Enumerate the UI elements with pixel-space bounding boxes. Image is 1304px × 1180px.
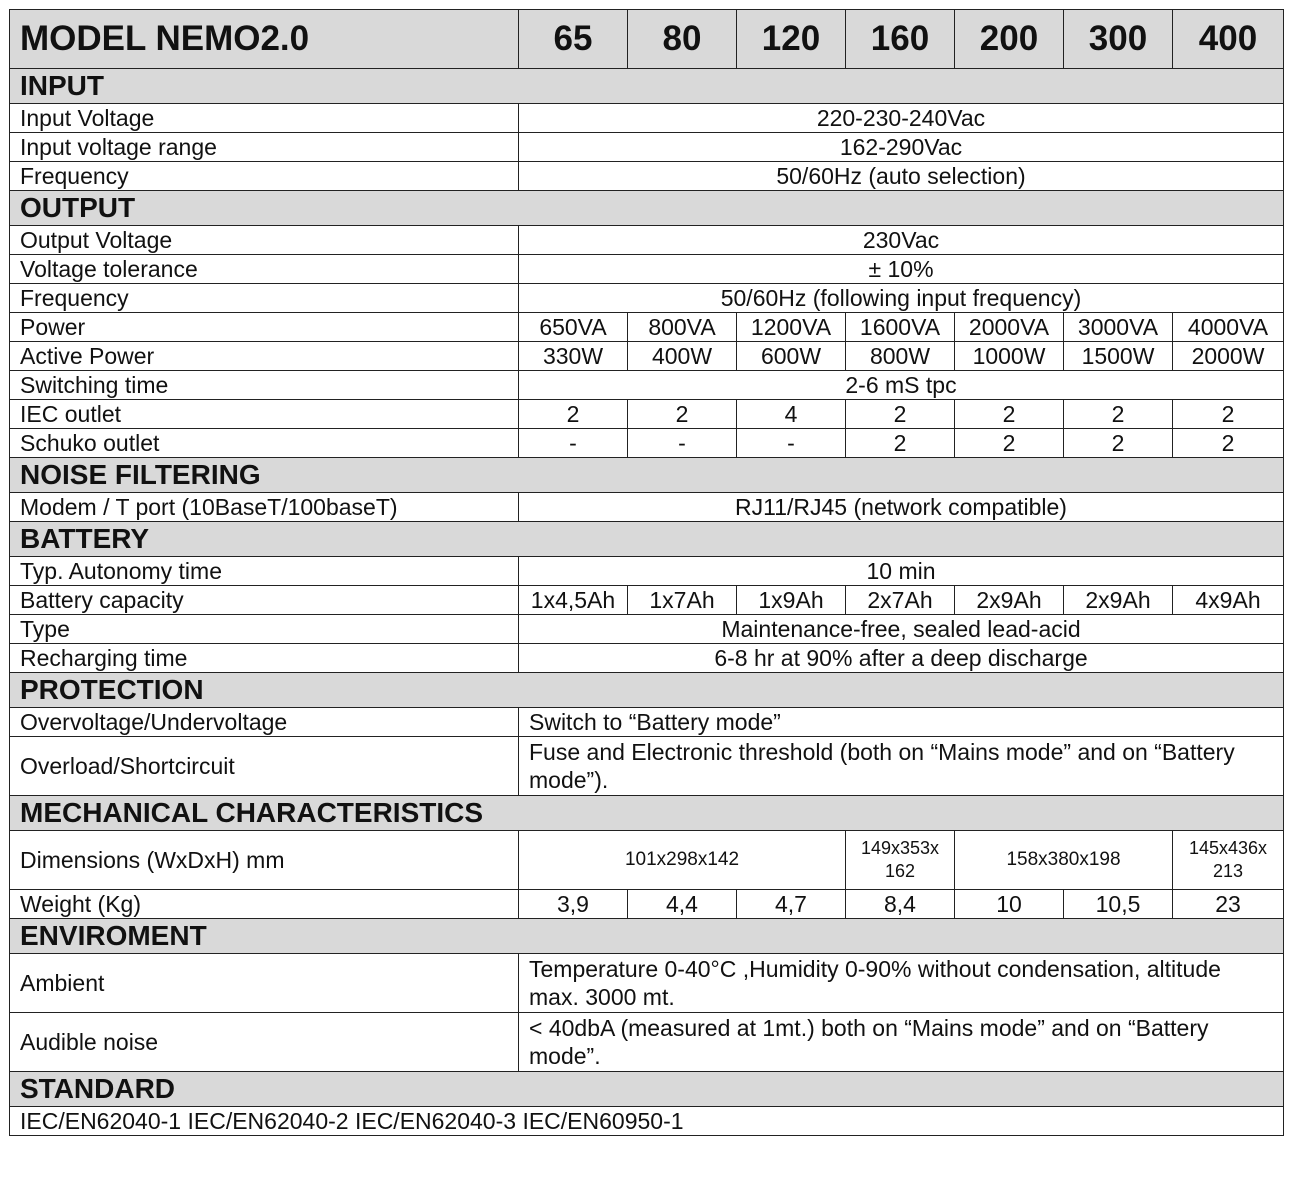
cell-value: 4000VA bbox=[1173, 313, 1284, 342]
section-title: NOISE FILTERING bbox=[10, 458, 1284, 493]
section-title: PROTECTION bbox=[10, 673, 1284, 708]
row-value: ± 10% bbox=[519, 255, 1284, 284]
model-400: 400 bbox=[1173, 10, 1284, 69]
row-output-frequency bbox=[10, 284, 1284, 313]
row-label: IEC outlet bbox=[10, 400, 519, 429]
cell-value: 330W bbox=[519, 342, 628, 371]
section-input bbox=[10, 69, 1284, 104]
row-active-power bbox=[10, 342, 1284, 371]
row-label: Schuko outlet bbox=[10, 429, 519, 458]
cell-value: 8,4 bbox=[846, 890, 955, 919]
cell-value: 3000VA bbox=[1064, 313, 1173, 342]
row-value: Temperature 0-40°C ,Humidity 0-90% without condensation, altitude max. 3000 mt. bbox=[519, 954, 1284, 1013]
dimensions-160: 149x353x 162 bbox=[846, 831, 955, 890]
spec-table bbox=[9, 9, 1284, 1136]
dimensions-65-120: 101x298x142 bbox=[519, 831, 846, 890]
section-environment bbox=[10, 919, 1284, 954]
section-mechanical bbox=[10, 796, 1284, 831]
cell-value: 2 bbox=[846, 400, 955, 429]
row-label: Voltage tolerance bbox=[10, 255, 519, 284]
row-label: Switching time bbox=[10, 371, 519, 400]
cell-value: 400W bbox=[628, 342, 737, 371]
cell-value: 2x9Ah bbox=[1064, 586, 1173, 615]
row-value: RJ11/RJ45 (network compatible) bbox=[519, 493, 1284, 522]
cell-value: 1x4,5Ah bbox=[519, 586, 628, 615]
cell-value: 10,5 bbox=[1064, 890, 1173, 919]
row-label: Weight (Kg) bbox=[10, 890, 519, 919]
cell-value: 2 bbox=[955, 400, 1064, 429]
row-label: Frequency bbox=[10, 162, 519, 191]
section-protection bbox=[10, 673, 1284, 708]
row-value: 10 min bbox=[519, 557, 1284, 586]
cell-value: 1000W bbox=[955, 342, 1064, 371]
cell-value: 1500W bbox=[1064, 342, 1173, 371]
cell-value: 2 bbox=[955, 429, 1064, 458]
row-label: Input voltage range bbox=[10, 133, 519, 162]
row-modem bbox=[10, 493, 1284, 522]
section-title: BATTERY bbox=[10, 522, 1284, 557]
section-output bbox=[10, 191, 1284, 226]
row-label: Active Power bbox=[10, 342, 519, 371]
row-label: Frequency bbox=[10, 284, 519, 313]
row-value: < 40dbA (measured at 1mt.) both on “Mains mode” and on “Battery mode”. bbox=[519, 1013, 1284, 1072]
section-noise-filtering bbox=[10, 458, 1284, 493]
cell-value: - bbox=[628, 429, 737, 458]
cell-value: 2 bbox=[1064, 429, 1173, 458]
row-label: Battery capacity bbox=[10, 586, 519, 615]
cell-value: - bbox=[519, 429, 628, 458]
row-standard bbox=[10, 1107, 1284, 1136]
section-title: STANDARD bbox=[10, 1072, 1284, 1107]
cell-value: 2 bbox=[846, 429, 955, 458]
row-voltage-tolerance bbox=[10, 255, 1284, 284]
standard-value: IEC/EN62040-1 IEC/EN62040-2 IEC/EN62040-3 IEC/EN60950-1 bbox=[10, 1107, 1284, 1136]
row-iec-outlet bbox=[10, 400, 1284, 429]
row-value: Switch to “Battery mode” bbox=[519, 708, 1284, 737]
row-value: 50/60Hz (auto selection) bbox=[519, 162, 1284, 191]
row-value: 2-6 mS tpc bbox=[519, 371, 1284, 400]
cell-value: 2x9Ah bbox=[955, 586, 1064, 615]
header-row bbox=[10, 10, 1284, 69]
cell-value: 10 bbox=[955, 890, 1064, 919]
cell-value: 3,9 bbox=[519, 890, 628, 919]
cell-value: 2 bbox=[1173, 429, 1284, 458]
row-ambient bbox=[10, 954, 1284, 1013]
cell-value: 2000VA bbox=[955, 313, 1064, 342]
model-65: 65 bbox=[519, 10, 628, 69]
model-200: 200 bbox=[955, 10, 1064, 69]
row-value: Maintenance-free, sealed lead-acid bbox=[519, 615, 1284, 644]
row-label: Overvoltage/Undervoltage bbox=[10, 708, 519, 737]
cell-value: 2000W bbox=[1173, 342, 1284, 371]
cell-value: 2 bbox=[1173, 400, 1284, 429]
cell-value: 23 bbox=[1173, 890, 1284, 919]
row-label: Type bbox=[10, 615, 519, 644]
cell-value: 800W bbox=[846, 342, 955, 371]
row-switching-time bbox=[10, 371, 1284, 400]
cell-value: 4 bbox=[737, 400, 846, 429]
cell-value: 600W bbox=[737, 342, 846, 371]
cell-value: 4,4 bbox=[628, 890, 737, 919]
row-power bbox=[10, 313, 1284, 342]
row-overvoltage bbox=[10, 708, 1284, 737]
row-label: Audible noise bbox=[10, 1013, 519, 1072]
row-autonomy bbox=[10, 557, 1284, 586]
section-title: MECHANICAL CHARACTERISTICS bbox=[10, 796, 1284, 831]
row-output-voltage bbox=[10, 226, 1284, 255]
row-label: Modem / T port (10BaseT/100baseT) bbox=[10, 493, 519, 522]
row-battery-type bbox=[10, 615, 1284, 644]
cell-value: 4,7 bbox=[737, 890, 846, 919]
row-label: Ambient bbox=[10, 954, 519, 1013]
row-value: 50/60Hz (following input frequency) bbox=[519, 284, 1284, 313]
dimensions-400: 145x436x 213 bbox=[1173, 831, 1284, 890]
row-overload bbox=[10, 737, 1284, 796]
row-battery-capacity bbox=[10, 586, 1284, 615]
row-weight bbox=[10, 890, 1284, 919]
row-input-range bbox=[10, 133, 1284, 162]
row-value: 162-290Vac bbox=[519, 133, 1284, 162]
row-input-frequency bbox=[10, 162, 1284, 191]
cell-value: 1x9Ah bbox=[737, 586, 846, 615]
row-label: Typ. Autonomy time bbox=[10, 557, 519, 586]
section-standard bbox=[10, 1072, 1284, 1107]
row-label: Overload/Shortcircuit bbox=[10, 737, 519, 796]
row-recharging-time bbox=[10, 644, 1284, 673]
row-value: 6-8 hr at 90% after a deep discharge bbox=[519, 644, 1284, 673]
model-300: 300 bbox=[1064, 10, 1173, 69]
section-title: OUTPUT bbox=[10, 191, 1284, 226]
cell-value: 4x9Ah bbox=[1173, 586, 1284, 615]
cell-value: 800VA bbox=[628, 313, 737, 342]
cell-value: 1x7Ah bbox=[628, 586, 737, 615]
row-label: Power bbox=[10, 313, 519, 342]
row-label: Input Voltage bbox=[10, 104, 519, 133]
row-value: 220-230-240Vac bbox=[519, 104, 1284, 133]
row-schuko-outlet bbox=[10, 429, 1284, 458]
row-label: Recharging time bbox=[10, 644, 519, 673]
cell-value: - bbox=[737, 429, 846, 458]
row-input-voltage bbox=[10, 104, 1284, 133]
row-label: Dimensions (WxDxH) mm bbox=[10, 831, 519, 890]
section-title: INPUT bbox=[10, 69, 1284, 104]
row-value: Fuse and Electronic threshold (both on “Mains mode” and on “Battery mode”). bbox=[519, 737, 1284, 796]
cell-value: 2 bbox=[1064, 400, 1173, 429]
model-80: 80 bbox=[628, 10, 737, 69]
cell-value: 2 bbox=[519, 400, 628, 429]
row-dimensions bbox=[10, 831, 1284, 890]
cell-value: 650VA bbox=[519, 313, 628, 342]
row-audible-noise bbox=[10, 1013, 1284, 1072]
cell-value: 2 bbox=[628, 400, 737, 429]
cell-value: 1600VA bbox=[846, 313, 955, 342]
model-120: 120 bbox=[737, 10, 846, 69]
section-title: ENVIROMENT bbox=[10, 919, 1284, 954]
cell-value: 2x7Ah bbox=[846, 586, 955, 615]
dimensions-200-300: 158x380x198 bbox=[955, 831, 1173, 890]
cell-value: 1200VA bbox=[737, 313, 846, 342]
section-battery bbox=[10, 522, 1284, 557]
row-value: 230Vac bbox=[519, 226, 1284, 255]
row-label: Output Voltage bbox=[10, 226, 519, 255]
model-label: MODEL NEMO2.0 bbox=[10, 10, 519, 69]
model-160: 160 bbox=[846, 10, 955, 69]
